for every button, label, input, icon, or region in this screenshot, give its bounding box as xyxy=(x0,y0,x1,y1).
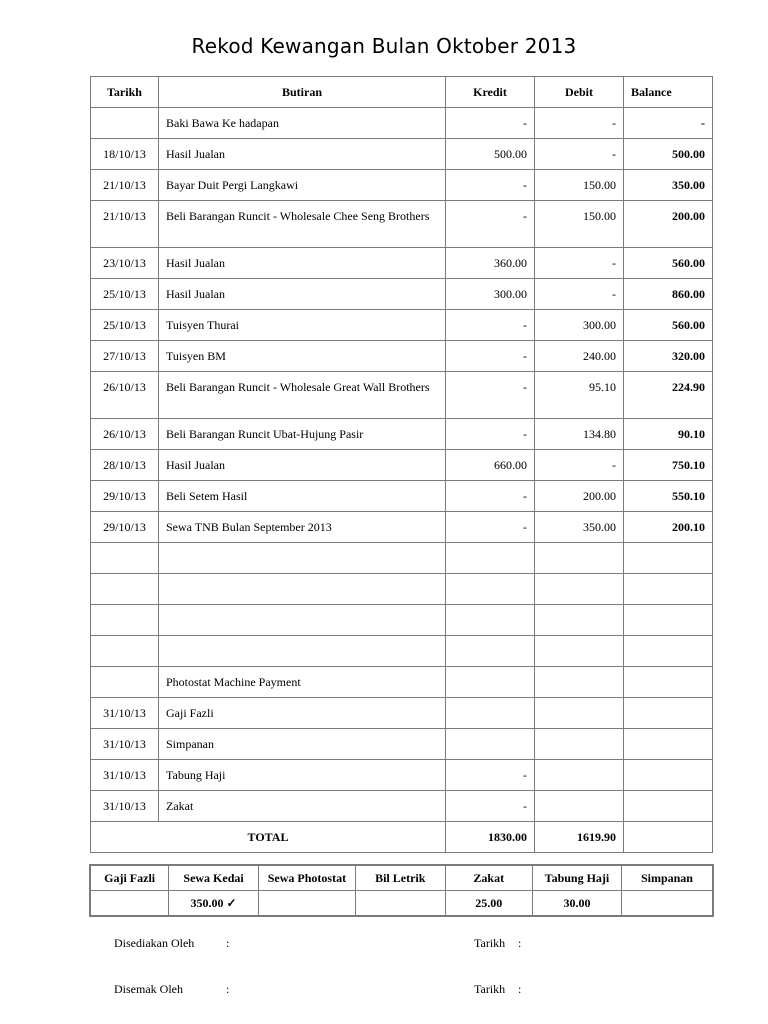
cell-desc: Baki Bawa Ke hadapan xyxy=(159,108,446,139)
cell-debit: - xyxy=(535,108,624,139)
cell-kredit xyxy=(446,698,535,729)
cell-desc xyxy=(159,636,446,667)
cell-date xyxy=(91,636,159,667)
cell-date: 31/10/13 xyxy=(91,760,159,791)
prepared-by-colon: : xyxy=(226,936,230,950)
summary-header-row xyxy=(90,865,713,891)
cell-date: 31/10/13 xyxy=(91,791,159,822)
table-row xyxy=(91,248,713,279)
cell-debit xyxy=(535,729,624,760)
cell-date: 18/10/13 xyxy=(91,139,159,170)
cell-date xyxy=(91,543,159,574)
cell-desc: Hasil Jualan xyxy=(159,139,446,170)
total-kredit: 1830.00 xyxy=(446,822,535,853)
summary-header-cell: Zakat xyxy=(445,865,533,891)
cell-balance: 500.00 xyxy=(624,139,713,170)
cell-date: 31/10/13 xyxy=(91,729,159,760)
cell-balance: 750.10 xyxy=(624,450,713,481)
header-desc: Butiran xyxy=(159,77,446,108)
cell-balance xyxy=(624,574,713,605)
cell-date: 29/10/13 xyxy=(91,481,159,512)
cell-balance: 200.10 xyxy=(624,512,713,543)
cell-debit xyxy=(535,605,624,636)
summary-value-cell xyxy=(621,891,713,917)
cell-balance xyxy=(624,667,713,698)
summary-value-cell xyxy=(258,891,355,917)
cell-debit: 300.00 xyxy=(535,310,624,341)
summary-value-cell xyxy=(356,891,446,917)
cell-desc: Hasil Jualan xyxy=(159,450,446,481)
cell-balance: 550.10 xyxy=(624,481,713,512)
cell-date: 31/10/13 xyxy=(91,698,159,729)
cell-balance: 860.00 xyxy=(624,279,713,310)
table-row xyxy=(91,279,713,310)
cell-debit: 150.00 xyxy=(535,201,624,248)
prepared-by-label: Disediakan Oleh xyxy=(114,936,195,950)
cell-kredit: - xyxy=(446,341,535,372)
cell-debit: - xyxy=(535,139,624,170)
cell-desc: Photostat Machine Payment xyxy=(159,667,446,698)
summary-header-cell: Gaji Fazli xyxy=(90,865,169,891)
cell-desc: Beli Barangan Runcit Ubat-Hujung Pasir xyxy=(159,419,446,450)
summary-value-cell: 25.00 xyxy=(445,891,533,917)
header-kredit: Kredit xyxy=(446,77,535,108)
cell-debit: - xyxy=(535,248,624,279)
cell-balance: 560.00 xyxy=(624,248,713,279)
table-row xyxy=(91,481,713,512)
cell-date: 26/10/13 xyxy=(91,419,159,450)
cell-date xyxy=(91,574,159,605)
cell-kredit xyxy=(446,729,535,760)
header-date: Tarikh xyxy=(91,77,159,108)
cell-debit: 95.10 xyxy=(535,372,624,419)
ledger-table xyxy=(90,76,713,853)
total-label: TOTAL xyxy=(91,822,446,853)
cell-desc: Zakat xyxy=(159,791,446,822)
cell-desc: Tabung Haji xyxy=(159,760,446,791)
cell-balance xyxy=(624,636,713,667)
cell-kredit: - xyxy=(446,201,535,248)
cell-desc xyxy=(159,543,446,574)
cell-kredit: - xyxy=(446,170,535,201)
cell-kredit: - xyxy=(446,512,535,543)
cell-balance xyxy=(624,698,713,729)
cell-date: 29/10/13 xyxy=(91,512,159,543)
table-row xyxy=(91,419,713,450)
cell-balance xyxy=(624,791,713,822)
table-row xyxy=(91,341,713,372)
cell-balance: 560.00 xyxy=(624,310,713,341)
cell-debit xyxy=(535,667,624,698)
table-row xyxy=(91,698,713,729)
total-debit: 1619.90 xyxy=(535,822,624,853)
table-row xyxy=(91,310,713,341)
cell-date: 25/10/13 xyxy=(91,279,159,310)
cell-kredit xyxy=(446,543,535,574)
total-row xyxy=(91,822,713,853)
cell-balance: 200.00 xyxy=(624,201,713,248)
cell-debit xyxy=(535,791,624,822)
checked-date-label: Tarikh xyxy=(474,982,506,996)
table-row xyxy=(91,760,713,791)
prepared-date-label: Tarikh xyxy=(474,936,506,950)
summary-header-cell: Bil Letrik xyxy=(356,865,446,891)
cell-kredit xyxy=(446,605,535,636)
cell-debit: 350.00 xyxy=(535,512,624,543)
cell-balance: 350.00 xyxy=(624,170,713,201)
cell-date: 26/10/13 xyxy=(91,372,159,419)
table-row xyxy=(91,791,713,822)
cell-date: 21/10/13 xyxy=(91,170,159,201)
cell-debit xyxy=(535,636,624,667)
cell-kredit: 360.00 xyxy=(446,248,535,279)
cell-desc: Tuisyen BM xyxy=(159,341,446,372)
cell-balance xyxy=(624,605,713,636)
cell-desc: Hasil Jualan xyxy=(159,279,446,310)
cell-date xyxy=(91,605,159,636)
table-row xyxy=(91,636,713,667)
cell-balance: 90.10 xyxy=(624,419,713,450)
cell-desc xyxy=(159,574,446,605)
cell-kredit: - xyxy=(446,310,535,341)
summary-header-cell: Simpanan xyxy=(621,865,713,891)
table-row xyxy=(91,170,713,201)
cell-desc: Beli Setem Hasil xyxy=(159,481,446,512)
summary-value-cell: 350.00 ✓ xyxy=(169,891,259,917)
ledger-body xyxy=(91,108,713,822)
cell-debit: 150.00 xyxy=(535,170,624,201)
cell-debit: 240.00 xyxy=(535,341,624,372)
cell-debit: 200.00 xyxy=(535,481,624,512)
cell-debit xyxy=(535,698,624,729)
table-row xyxy=(91,512,713,543)
cell-balance xyxy=(624,543,713,574)
cell-desc: Tuisyen Thurai xyxy=(159,310,446,341)
summary-header-cell: Sewa Photostat xyxy=(258,865,355,891)
checked-by-label: Disemak Oleh xyxy=(114,982,183,996)
cell-date xyxy=(91,108,159,139)
cell-kredit: 300.00 xyxy=(446,279,535,310)
cell-balance xyxy=(624,729,713,760)
table-row xyxy=(91,450,713,481)
cell-date: 28/10/13 xyxy=(91,450,159,481)
cell-kredit: - xyxy=(446,108,535,139)
checked-date-colon: : xyxy=(518,982,522,996)
cell-debit xyxy=(535,760,624,791)
ledger-header-row xyxy=(91,77,713,108)
table-row xyxy=(91,605,713,636)
cell-debit xyxy=(535,574,624,605)
cell-kredit: - xyxy=(446,481,535,512)
table-row xyxy=(91,108,713,139)
cell-debit: 134.80 xyxy=(535,419,624,450)
total-balance xyxy=(624,822,713,853)
summary-header-cell: Tabung Haji xyxy=(533,865,622,891)
cell-desc: Sewa TNB Bulan September 2013 xyxy=(159,512,446,543)
cell-kredit: - xyxy=(446,760,535,791)
cell-desc: Gaji Fazli xyxy=(159,698,446,729)
cell-debit xyxy=(535,543,624,574)
cell-kredit: 660.00 xyxy=(446,450,535,481)
cell-date: 23/10/13 xyxy=(91,248,159,279)
cell-desc: Beli Barangan Runcit - Wholesale Great Wall Brothers xyxy=(159,372,446,419)
table-row xyxy=(91,729,713,760)
table-row xyxy=(91,201,713,248)
cell-debit: - xyxy=(535,450,624,481)
cell-desc: Bayar Duit Pergi Langkawi xyxy=(159,170,446,201)
header-balance: Balance xyxy=(624,77,713,108)
page-title: Rekod Kewangan Bulan Oktober 2013 xyxy=(191,34,577,58)
summary-value-cell xyxy=(90,891,169,917)
cell-kredit: - xyxy=(446,791,535,822)
cell-desc: Hasil Jualan xyxy=(159,248,446,279)
cell-kredit: - xyxy=(446,419,535,450)
table-row xyxy=(91,574,713,605)
summary-header-cell: Sewa Kedai xyxy=(169,865,259,891)
table-row xyxy=(91,372,713,419)
cell-kredit xyxy=(446,636,535,667)
summary-value-row xyxy=(90,891,713,917)
cell-kredit: - xyxy=(446,372,535,419)
checked-by-colon: : xyxy=(226,982,230,996)
table-row xyxy=(91,667,713,698)
summary-value-cell: 30.00 xyxy=(533,891,622,917)
cell-balance: 320.00 xyxy=(624,341,713,372)
prepared-date-colon: : xyxy=(518,936,522,950)
cell-date xyxy=(91,667,159,698)
table-row xyxy=(91,543,713,574)
cell-desc: Beli Barangan Runcit - Wholesale Chee Seng Brothers xyxy=(159,201,446,248)
table-row xyxy=(91,139,713,170)
cell-desc xyxy=(159,605,446,636)
cell-kredit: 500.00 xyxy=(446,139,535,170)
cell-date: 27/10/13 xyxy=(91,341,159,372)
cell-date: 21/10/13 xyxy=(91,201,159,248)
cell-debit: - xyxy=(535,279,624,310)
cell-balance: - xyxy=(624,108,713,139)
cell-desc: Simpanan xyxy=(159,729,446,760)
cell-kredit xyxy=(446,574,535,605)
cell-balance xyxy=(624,760,713,791)
cell-balance: 224.90 xyxy=(624,372,713,419)
cell-date: 25/10/13 xyxy=(91,310,159,341)
summary-table xyxy=(89,864,714,917)
cell-kredit xyxy=(446,667,535,698)
header-debit: Debit xyxy=(535,77,624,108)
